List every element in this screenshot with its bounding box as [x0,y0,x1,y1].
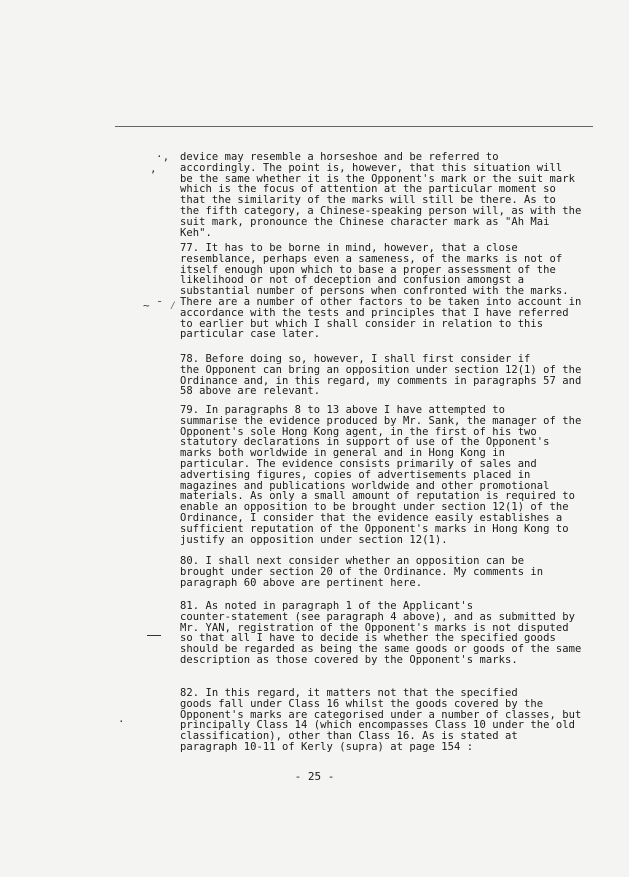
paragraph-82: 82. In this regard, it matters not that the specified goods fall under Class 16 whilst the goods covered by the Opponent's marks are categorised under a number of classes, but principally Class 14 (which encompasses Class 10 under the old classification), other than Class 16. As is stated at paragraph 10-11 of Kerly (supra) at page 154 : [180,687,582,753]
paragraph-continuation: device may resemble a horseshoe and be referred to accordingly. The point is, however, that this situation will be the same whether it is the Opponent's mark or the suit mark which is the focus of attention at the particular moment so that the similarity of the marks will still be there. As to the fifth category, a Chinese-speaking person will, as with the suit mark, pronounce the Chinese character mark as "Ah Mai Keh". [180,151,582,239]
margin-mark: ·, [156,150,170,163]
margin-dash [147,635,161,636]
paragraph-80: 80. I shall next consider whether an opposition can be brought under section 20 of the Ordinance. My comments in paragraph 60 above are pertinent here. [180,555,544,589]
margin-mark: , [150,162,157,175]
paragraph-78: 78. Before doing so, however, I shall first consider if the Opponent can bring an opposition under section 12(1) of the Ordinance and, in this regard, my comments in paragraphs 57 and 58 above are relevant. [180,353,582,398]
margin-mark: ~ ˉ ⁄ [143,299,177,312]
header-rule [115,126,593,127]
paragraph-79: 79. In paragraphs 8 to 13 above I have attempted to summarise the evidence produced by Mr. Sank, the manager of the Opponent's sole Hong Kong agent, in the first of his two statutory declarations in support of use of the Opponent's marks both worldwide in general and in Hong Kong in particular. The evidence consists primarily of sales and advertising figures, copies of advertisements placed in magazines and publications worldwide and other promotional materials. As only a small amount of reputation is required to enable an opposition to be brought under section 12(1) of the Ordinance, I consider that the evidence easily establishes a sufficient reputation of the Opponent's marks in Hong Kong to justify an opposition under section 12(1). [180,404,582,546]
margin-mark: · [118,715,125,728]
paragraph-77: 77. It has to be borne in mind, however, that a close resemblance, perhaps even a sameness, of the marks is not of itself enough upon which to base a proper assessment of the likelihood or not of deception and confusion amongst a substantial number of persons when confronted with the marks. There are a number of other factors to be taken into account in accordance with the tests and principles that I have referred to earlier but which I shall consider in relation to this particular case later. [180,242,582,341]
paragraph-81: 81. As noted in paragraph 1 of the Applicant's counter-statement (see paragraph 4 above), and as submitted by Mr. YAN, registration of the Opponent's marks is not disputed so that all I have to decide is whether the specified goods should be regarded as being the same goods or goods of the same description as those covered by the Opponent's marks. [180,600,582,666]
page-number: - 25 - [294,770,335,783]
